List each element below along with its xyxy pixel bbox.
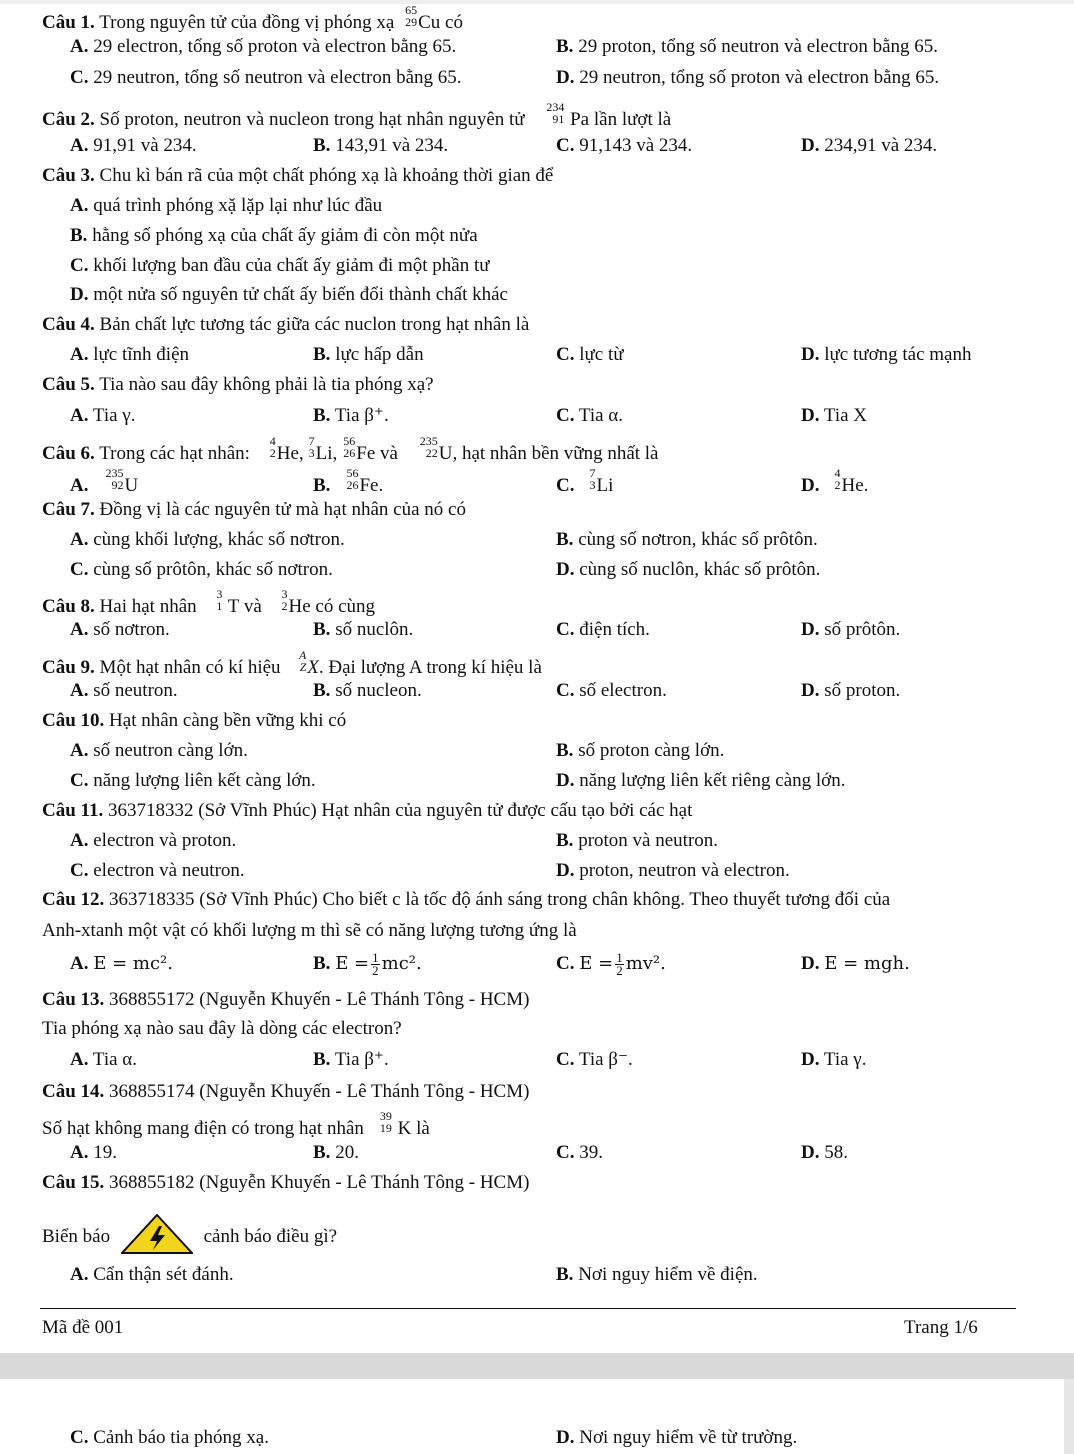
question-13: Câu 13. 368855172 (Nguyễn Khuyến - Lê Thánh Tông - HCM) [42, 989, 530, 1010]
footer-rule [40, 1308, 1016, 1309]
question-1: Câu 1. Trong nguyên tử của đồng vị phóng xạ 65 29 Cu có [42, 3, 463, 33]
question-12-cont: Anh-xtanh một vật có khối lượng m thì sẽ có năng lượng tương ứng là [42, 920, 577, 941]
question-6: Câu 6. Trong các hạt nhân: 4 2 He, 7 3 Li, 56 26 Fe và 235 22 U, hạt nhân bền vững nhất là [42, 434, 659, 464]
page-number: Trang 1/6 [904, 1317, 978, 1338]
page-edge [1064, 1379, 1074, 1454]
question-12: Câu 12. 363718335 (Sở Vĩnh Phúc) Cho biết c là tốc độ ánh sáng trong chân không. Theo thuyết tương đối của [42, 889, 891, 910]
question-9: Câu 9. Một hạt nhân có kí hiệu A Z X. Đại lượng A trong kí hiệu là [42, 648, 542, 678]
page-break [0, 1353, 1074, 1379]
exam-code: Mã đề 001 [42, 1317, 124, 1338]
question-2: Câu 2. Số proton, neutron và nucleon trong hạt nhân nguyên tử 234 91 Pa lần lượt là [42, 100, 672, 130]
question-13-cont: Tia phóng xạ nào sau đây là dòng các electron? [42, 1018, 402, 1039]
high-voltage-warning-sign-icon [121, 1214, 193, 1261]
question-10: Câu 10. Hạt nhân càng bền vững khi có [42, 710, 347, 731]
question-15-cont: Biển báo cảnh báo điều gì? [42, 1214, 337, 1261]
question-3: Câu 3. Chu kì bán rã của một chất phóng xạ là khoảng thời gian để [42, 165, 554, 186]
question-4: Câu 4. Bản chất lực tương tác giữa các nuclon trong hạt nhân là [42, 314, 530, 335]
question-11: Câu 11. 363718332 (Sở Vĩnh Phúc) Hạt nhân của nguyên tử được cấu tạo bởi các hạt [42, 800, 693, 821]
nuclide-cu: 65 29 [405, 3, 418, 29]
question-14-cont: Số hạt không mang điện có trong hạt nhân 39 19 K là [42, 1109, 430, 1139]
question-5: Câu 5. Tia nào sau đây không phải là tia phóng xạ? [42, 374, 434, 395]
question-8: Câu 8. Hai hạt nhân 3 1 T và 3 2 He có cùng [42, 587, 376, 617]
question-15: Câu 15. 368855182 (Nguyễn Khuyến - Lê Thánh Tông - HCM) [42, 1172, 530, 1193]
question-14: Câu 14. 368855174 (Nguyễn Khuyến - Lê Thánh Tông - HCM) [42, 1081, 530, 1102]
question-7: Câu 7. Đồng vị là các nguyên tử mà hạt nhân của nó có [42, 499, 466, 520]
